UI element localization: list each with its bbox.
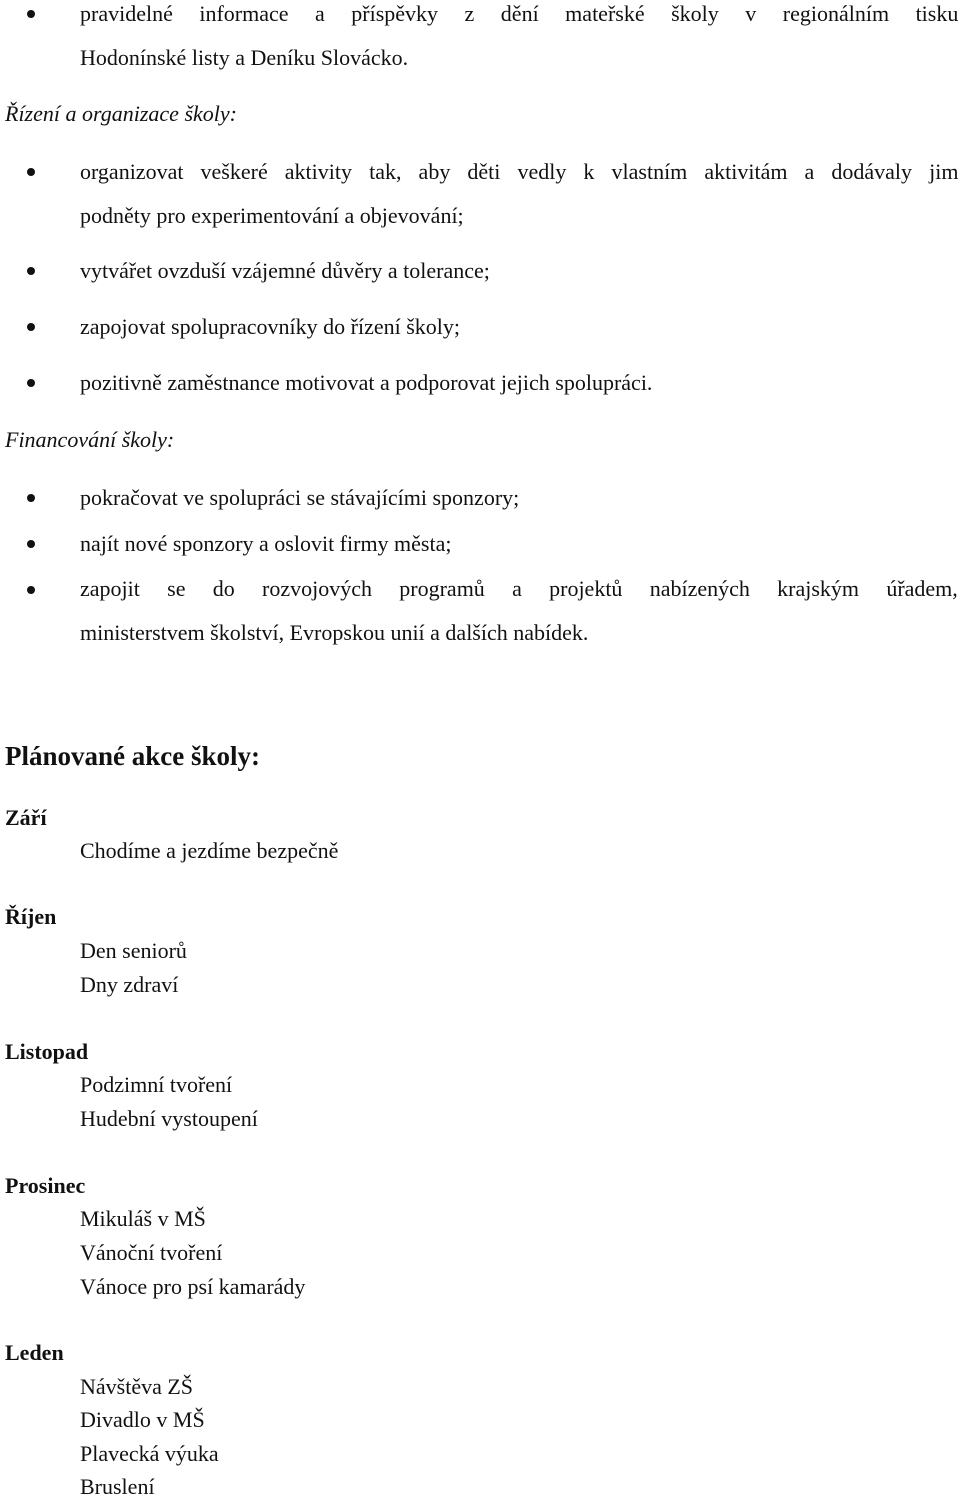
rizeni-item-line2: podněty pro experimentování a objevování; xyxy=(80,203,464,228)
rizeni-item-line1: organizovat veškeré aktivity tak, aby děti vedly k vlastním aktivitám a dodávaly jim xyxy=(80,159,959,184)
event-item: Vánoční tvoření xyxy=(80,1240,223,1265)
event-item: Hudební vystoupení xyxy=(80,1106,258,1131)
section-heading-rizeni: Řízení a organizace školy: xyxy=(5,101,237,126)
event-item: Návštěva ZŠ xyxy=(80,1374,194,1399)
event-item: Bruslení xyxy=(80,1474,155,1499)
section-heading-financovani: Financování školy: xyxy=(5,427,175,452)
event-item: Divadlo v MŠ xyxy=(80,1407,205,1432)
rizeni-item: zapojovat spolupracovníky do řízení školy; xyxy=(80,314,461,339)
section-heading-akce: Plánované akce školy: xyxy=(5,741,261,771)
bullet-icon xyxy=(27,494,35,502)
financovani-item: najít nové sponzory a oslovit firmy města; xyxy=(80,531,452,556)
financovani-item: pokračovat ve spolupráci se stávajícími sponzory; xyxy=(80,485,520,510)
financovani-item-line1: zapojit se do rozvojových programů a projektů nabízených krajským úřadem, xyxy=(80,576,958,601)
month-label: Září xyxy=(5,805,47,830)
event-item: Mikuláš v MŠ xyxy=(80,1206,206,1231)
bullet-icon xyxy=(27,10,35,18)
month-label: Listopad xyxy=(5,1039,89,1064)
event-item: Den seniorů xyxy=(80,938,187,963)
bullet-icon xyxy=(27,379,35,387)
financovani-item-line2: ministerstvem školství, Evropskou unií a dalších nabídek. xyxy=(80,620,589,645)
bullet-icon xyxy=(27,586,35,594)
event-item: Plavecká výuka xyxy=(80,1441,219,1466)
event-item: Chodíme a jezdíme bezpečně xyxy=(80,838,339,863)
bullet-icon xyxy=(27,168,35,176)
bullet-icon xyxy=(27,267,35,275)
rizeni-item: vytvářet ovzduší vzájemné důvěry a tolerance; xyxy=(80,258,490,283)
rizeni-item: pozitivně zaměstnance motivovat a podporovat jejich spolupráci. xyxy=(80,370,653,395)
event-item: Vánoce pro psí kamarády xyxy=(80,1274,306,1299)
event-item: Dny zdraví xyxy=(80,972,179,997)
month-label: Říjen xyxy=(5,904,57,929)
intro-item-line2: Hodonínské listy a Deníku Slovácko. xyxy=(80,45,409,70)
event-item: Podzimní tvoření xyxy=(80,1072,233,1097)
month-label: Leden xyxy=(5,1340,64,1365)
bullet-icon xyxy=(27,540,35,548)
intro-item-line1: pravidelné informace a příspěvky z dění mateřské školy v regionálním tisku xyxy=(80,1,959,26)
month-label: Prosinec xyxy=(5,1173,86,1198)
bullet-icon xyxy=(27,323,35,331)
